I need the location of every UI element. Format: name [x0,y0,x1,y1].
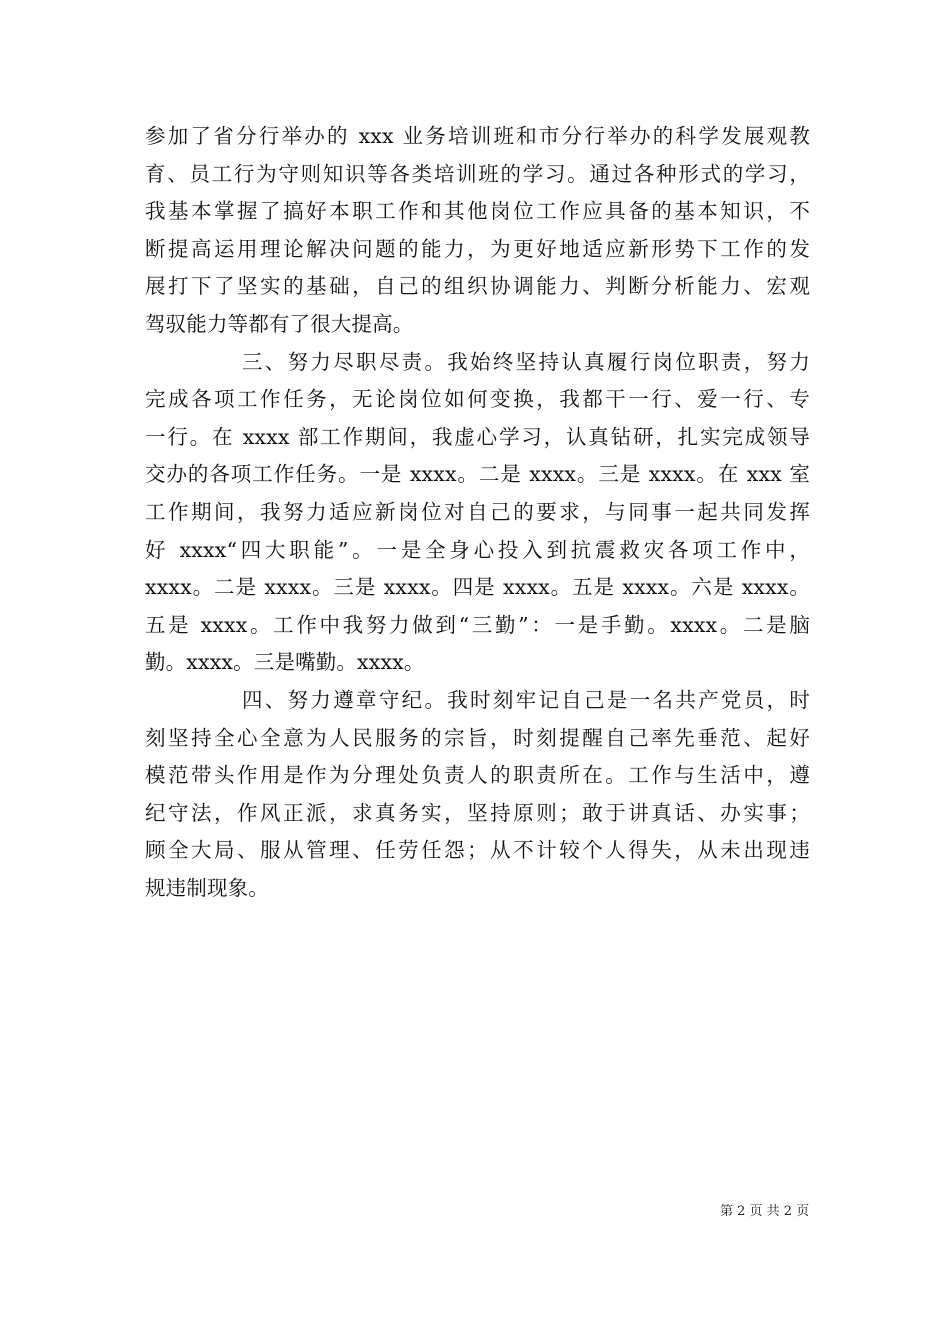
paragraph-discipline [145,682,810,908]
paragraph-line: 五是 xxxx。工作中我努力做到“三勤”：一是手勤。xxxx。二是脑 [145,612,810,637]
paragraph-heading-line: 四、努力遵章守纪。我时刻牢记自己是一名共产党员，时 [242,687,810,712]
paragraph-line: 完成各项工作任务，无论岗位如何变换，我都干一行、爱一行、专 [145,387,810,412]
paragraph-line: 驾驭能力等都有了很大提高。 [145,311,414,336]
paragraph-line: 育、员工行为守则知识等各类培训班的学习。通过各种形式的学习， [145,161,810,186]
document-body [145,118,810,907]
paragraph-line: 规违制现象。 [145,875,269,900]
paragraph-duty [145,344,810,682]
paragraph-heading-line: 三、努力尽职尽责。我始终坚持认真履行岗位职责，努力 [242,349,810,374]
page-number-footer: 第 2 页 共 2 页 [720,1204,810,1219]
paragraph-line: xxxx。二是 xxxx。三是 xxxx。四是 xxxx。五是 xxxx。六是 xxxx。 [145,575,810,600]
paragraph-line: 一行。在 xxxx 部工作期间，我虚心学习，认真钻研，扎实完成领导 [145,424,810,449]
paragraph-line: 展打下了坚实的基础，自己的组织协调能力、判断分析能力、宏观 [145,274,810,299]
paragraph-study [145,118,810,344]
paragraph-line: 工作期间，我努力适应新岗位对自己的要求，与同事一起共同发挥 [145,499,810,524]
paragraph-line: 断提高运用理论解决问题的能力，为更好地适应新形势下工作的发 [145,236,810,261]
paragraph-line: 勤。xxxx。三是嘴勤。xxxx。 [145,650,425,675]
paragraph-line: 顾全大局、服从管理、任劳任怨；从不计较个人得失，从未出现违 [145,838,810,863]
paragraph-line: 好 xxxx“四大职能”。一是全身心投入到抗震救灾各项工作中， [145,537,810,562]
paragraph-line: 刻坚持全心全意为人民服务的宗旨，时刻提醒自己率先垂范、起好 [145,725,810,750]
paragraph-line: 纪守法，作风正派，求真务实，坚持原则；敢于讲真话、办实事； [145,800,810,825]
paragraph-line: 我基本掌握了搞好本职工作和其他岗位工作应具备的基本知识，不 [145,199,810,224]
paragraph-line: 参加了省分行举办的 xxx 业务培训班和市分行举办的科学发展观教 [145,124,810,148]
paragraph-line: 模范带头作用是作为分理处负责人的职责所在。工作与生活中，遵 [145,763,810,788]
paragraph-line: 交办的各项工作任务。一是 xxxx。二是 xxxx。三是 xxxx。在 xxx 室 [145,462,810,487]
